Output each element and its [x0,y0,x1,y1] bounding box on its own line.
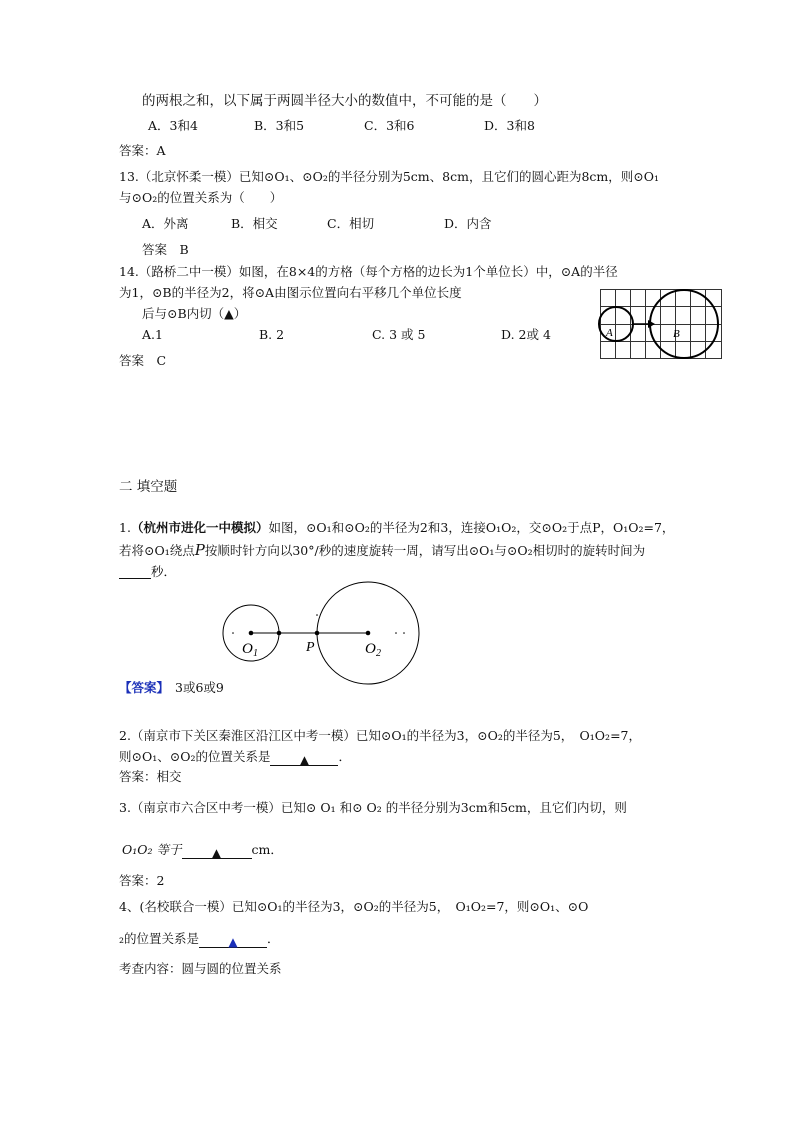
q14-option-b: B. 2 [259,327,285,342]
answer-blank [199,933,267,948]
f1-num: 1. [119,520,131,535]
answer-blank [119,564,151,579]
answer-placeholder-triangle: ▲ [224,306,234,321]
f2-line1: 2.（南京市下关区秦淮区沿江区中考一模）已知⊙O₁的半径为3，⊙O₂的半径为5， O₁O₂=7， [119,728,641,743]
f1-line2 [119,541,645,560]
label-o1: O [242,641,253,657]
q14-line2: 为1，⊙B的半径为2，将⊙A由图示位置向右平移几个单位长度 [119,285,462,300]
point-o1 [249,631,254,636]
q14-option-a: A.1 [142,327,163,342]
label-o2-sub: 2 [376,648,381,659]
q13-answer: 答案 B [142,242,189,257]
f1-text1: 如图，⊙O₁和⊙O₂的半径为2和3，连接O₁O₂，交⊙O₂于点P，O₁O₂=7， [268,520,675,535]
f1-line3-text: 秒． [151,564,177,579]
f4-line2 [119,930,280,948]
q14-line3-post: ） [233,306,247,321]
q12-stem: 的两根之和，以下属于两圆半径大小的数值中，不可能的是（ ） [142,93,547,109]
f4-line2-post: ． [267,931,280,946]
q12-option-b: B．3和5 [254,118,305,133]
answer-value: 3或6或9 [175,680,224,695]
answer-placeholder-triangle: ▲ [299,753,310,767]
f1-line2-pre: 若将⊙O₁绕点 [119,543,195,558]
answer-placeholder-triangle: ▲ [228,935,238,949]
f3-answer: 答案：2 [119,873,165,888]
q12-answer: 答案：A [119,143,166,158]
q13-option-b: B．相交 [231,216,278,231]
f4-note: 考查内容：圆与圆的位置关系 [119,961,282,976]
q14-answer: 答案 C [119,353,167,368]
f4-line2-pre: ₂的位置关系是 [119,931,200,946]
q12-option-d: D．3和8 [484,118,535,133]
q14-grid-figure [600,289,722,359]
q13-option-d: D．内含 [444,216,492,231]
f1-answer [119,679,224,697]
label-b: B [673,328,680,340]
q13-line1: 13.（北京怀柔一模）已知⊙O₁、⊙O₂的半径分别为5cm、8cm，且它们的圆心距为8cm，则⊙O₁ [119,169,659,184]
label-o1-sub: 1 [253,648,258,659]
f2-line2-pre: 则⊙O₁、⊙O₂的位置关系是 [119,749,271,764]
q12-option-c: C．3和6 [364,118,415,133]
point-p: P [194,541,205,559]
f3-line2-post: cm． [251,842,283,857]
q13-line2: 与⊙O₂的位置关系为（ ） [119,190,283,205]
point-o1-edge [277,631,282,636]
f1-line2-post: 按顺时针方向以30°/秒的速度旋转一周，请写出⊙O₁与⊙O₂相切时的旋转时间为 [204,543,646,558]
arrow-right-icon [648,320,655,328]
q13-option-c: C．相切 [327,216,375,231]
q12-option-a: A．3和4 [148,118,198,133]
f3-line1: 3.（南京市六合区中考一模）已知⊙ O₁ 和⊙ O₂ 的半径分别为3cm和5cm，且它们内切，则 [119,800,627,815]
f3-line2-pre: O₁O₂ 等于 [122,842,182,857]
q14-line1: 14.（路桥二中一模）如图，在8×4的方格（每个方格的边长为1个单位长）中，⊙A的半径 [119,264,618,279]
q14-option-d: D. 2或 4 [501,327,551,342]
point-o2 [366,631,371,636]
f1-line3 [119,563,176,581]
answer-blank [270,751,338,766]
section-title: 二 填空题 [119,479,178,495]
label-o2: O [365,641,376,657]
f2-answer: 答案：相交 [119,769,182,784]
answer-label: 【答案】 [119,680,170,695]
label-a: A [606,327,613,339]
f2-line2 [119,748,351,766]
f1-circles-figure [220,582,425,690]
f2-line2-post: ． [338,749,351,764]
f1-line1 [119,519,674,537]
f4-line1: 4、(名校联合一模）已知⊙O₁的半径为3，⊙O₂的半径为5， O₁O₂=7，则⊙O₁、⊙O [119,899,589,914]
label-p: P [306,640,315,655]
point-p-dot [315,631,320,636]
f1-source: （杭州市进化一中模拟） [130,520,269,535]
q13-option-a: A．外离 [142,216,189,231]
q14-line3-pre: 后与⊙B内切（ [142,306,225,321]
f3-line2 [122,841,283,859]
q14-option-c: C. 3 或 5 [372,327,426,342]
q14-line3 [142,305,246,323]
answer-placeholder-triangle: ▲ [211,846,222,860]
answer-blank [182,844,252,859]
